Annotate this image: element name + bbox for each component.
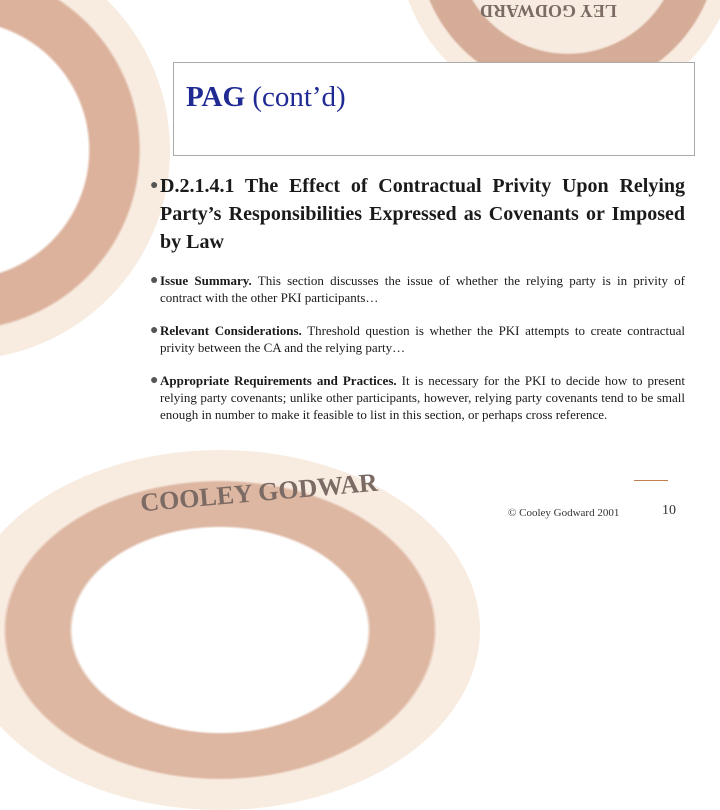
title-rest: (cont’d) bbox=[245, 81, 346, 113]
bullet-item bbox=[150, 322, 685, 356]
bullet-dot-icon: ● bbox=[150, 178, 159, 193]
seal-text-top: LEY GODWARD bbox=[480, 1, 617, 21]
bullet-body: It is necessary for the PKI to decide how to present relying party covenants; unlike other participants, however, relying party covenants tend to be small enough in number to make it feasible to list in this section, or perhaps cross reference. bbox=[160, 373, 685, 422]
copyright-footer: © Cooley Godward 2001 bbox=[508, 507, 620, 519]
bullet-body: This section discusses the issue of whether the relying party is in privity of contract with the other PKI participants… bbox=[160, 273, 685, 305]
title-box bbox=[173, 62, 695, 156]
bullet-lead: Appropriate Requirements and Practices. bbox=[160, 373, 397, 388]
seal-text-bottom: COOLEY GODWAR bbox=[139, 467, 379, 518]
bullet-dot-icon: ● bbox=[150, 273, 159, 288]
cooley-seal-left bbox=[0, 0, 170, 360]
bullet-lead: Issue Summary. bbox=[160, 273, 252, 288]
page-number: 10 bbox=[662, 503, 676, 518]
bullet-body: Threshold question is whether the PKI attempts to create contractual privity between the CA and the relying party… bbox=[160, 323, 685, 355]
title-bold: PAG bbox=[186, 81, 246, 113]
bullet-lead: Relevant Considerations. bbox=[160, 323, 302, 338]
bullet-dot-icon: ● bbox=[150, 323, 159, 338]
slide-title bbox=[186, 81, 346, 114]
bullet-item bbox=[150, 372, 685, 423]
bullet-list bbox=[150, 172, 685, 439]
footer-divider bbox=[634, 480, 668, 481]
bullet-item bbox=[150, 272, 685, 306]
bullet-dot-icon: ● bbox=[150, 373, 159, 388]
bullet-item bbox=[150, 172, 685, 256]
bullet-lead: D.2.1.4.1 The Effect of Contractual Privity Upon Relying Party’s Responsibilities Expressed as Covenants or Imposed by Law bbox=[160, 175, 685, 253]
